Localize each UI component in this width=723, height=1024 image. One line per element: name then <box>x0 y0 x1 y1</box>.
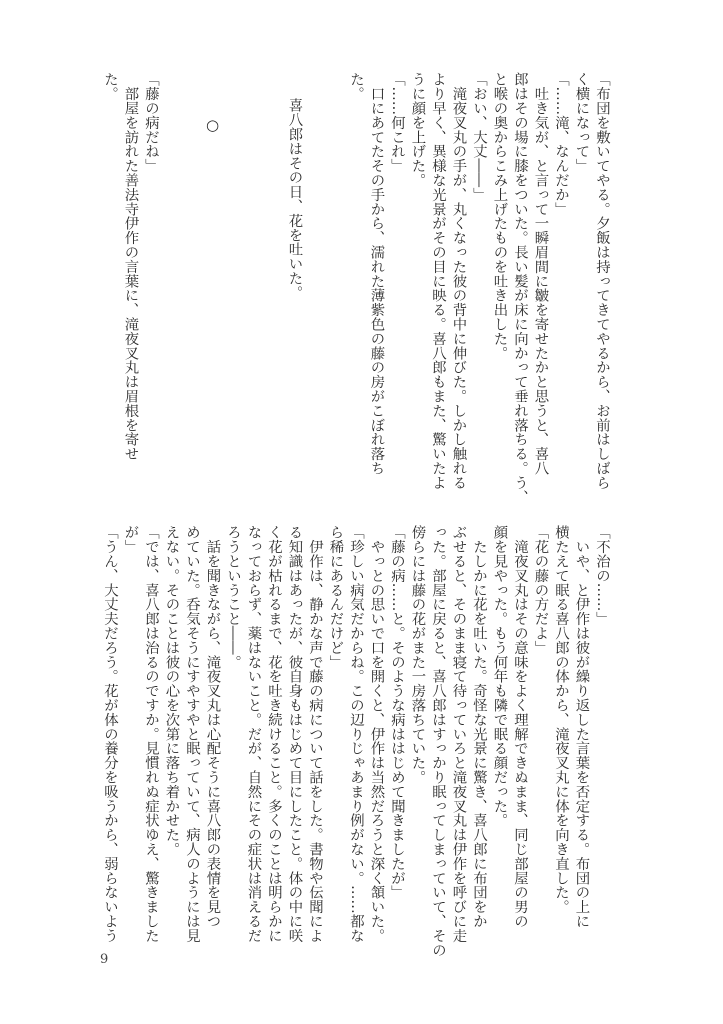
text-line: 顔を見やった。もう何年も隣で眠る顔だった。 <box>491 525 508 828</box>
text-line: やっとの思いで口を開くと、伊作は当然だろうと深く頷いた。 <box>368 525 385 943</box>
bottom-text-block <box>100 525 613 957</box>
blank-line <box>161 72 182 497</box>
text-line: く花が枯れるまで、花を吐き続けること。多くのことは明らかに <box>266 525 282 943</box>
text-line: 伊作は、静かな声で藤の病について話をした。書物や伝聞によ <box>307 525 323 943</box>
text-line: えない。そのことは彼の心を次第に落ち着かせた。 <box>163 525 180 857</box>
text-line: ろうということ――。 <box>225 525 241 669</box>
text-line: 滝夜叉丸の手が、丸くなった彼の背中に伸びた。しかし触れる <box>450 72 467 490</box>
blank-line <box>182 72 203 497</box>
text-line: が」 <box>122 525 139 554</box>
text-line: なっておらず、薬はないこと。だが、自然にその症状は消えるだ <box>245 525 262 943</box>
text-line: 滝夜叉丸はその意味をよく理解できぬまま、同じ部屋の男の <box>512 525 528 929</box>
text-line: く横になって」 <box>573 72 590 173</box>
text-line: 「では、喜八郎は治るのですか。見慣れぬ症状ゆえ、驚きました <box>143 525 159 943</box>
text-line: る知識はあったが、彼自身もはじめて目にしたこと。体の中に咲 <box>286 525 303 943</box>
text-line: ぶせると、そのまま寝て待っていろと滝夜叉丸は伊作を呼びに走 <box>450 525 467 943</box>
blank-line <box>223 72 244 497</box>
text-line: 「花の藤の方だよ」 <box>532 525 549 655</box>
text-line: うに顔を上げた。 <box>409 72 426 188</box>
blank-line <box>325 72 346 497</box>
text-line: より早く、異様な光景がその目に映る。喜八郎もまた、驚いたよ <box>430 72 446 490</box>
text-line: 「……滝、なんだか」 <box>553 72 569 216</box>
text-line: 郎はその場に膝をついた。長い髪が床に向かって垂れ落ちる。う、 <box>512 72 528 504</box>
text-line: 口にあてたその手から、濡れた薄紫色の藤の房がこぼれ落ち <box>368 72 385 476</box>
blank-line <box>305 72 326 497</box>
text-line: いや、と伊作は彼が繰り返した言葉を否定する。布団の上に <box>573 525 590 929</box>
text-line: 部屋を訪れた善法寺伊作の言葉に、滝夜叉丸は眉根を寄せ <box>122 72 139 461</box>
text-line: 横たえて眠る喜八郎の体から、滝夜叉丸に体を向き直した。 <box>553 525 569 914</box>
text-line: 吐き気が、と言って一瞬眉間に皺を寄せたかと思うと、喜八 <box>532 72 549 476</box>
text-line: ら稀にあるんだけど」 <box>327 525 344 669</box>
text-line: 話を聞きながら、滝夜叉丸は心配そうに喜八郎の表情を見つ <box>204 525 221 929</box>
text-line: 傍らには藤の花がまた一房落ちていた。 <box>409 525 426 785</box>
text-line: 「藤の病だね」 <box>143 72 159 173</box>
text-line: 「藤の病……と。そのような病ははじめて聞きましたが」 <box>389 525 405 900</box>
text-line: と喉の奥からこみ上げたものを吐き出した。 <box>491 72 508 360</box>
text-line: めていた。呑気そうにすやすやと眠っていて、病人のようには見 <box>184 525 200 943</box>
top-text-block <box>100 72 613 504</box>
text-line: 「珍しい病気だからね。この辺りじゃあまり例がない。……都な <box>348 525 364 943</box>
text-line: 「うん、大丈夫だろう。花が体の養分を吸うから、弱らないよう <box>102 525 118 943</box>
text-line: 「布団を敷いてやる。夕飯は持ってきてやるから、お前はしばら <box>594 72 610 490</box>
text-line: 「不治の……」 <box>594 525 610 626</box>
text-line: 「……何これ」 <box>389 72 405 173</box>
text-line: 「おい、大丈――」 <box>471 72 487 202</box>
section-heading: 喜八郎はその日、花を吐いた。 <box>286 98 303 300</box>
text-line: った。部屋に戻ると、喜八郎はすっかり眠ってしまっていて、その <box>430 525 446 957</box>
blank-line <box>264 72 285 497</box>
page-number: 9 <box>100 952 109 967</box>
text-line: た。 <box>348 72 364 101</box>
text-line: た。 <box>102 72 118 101</box>
blank-line <box>243 72 264 497</box>
text-line: たしかに花を吐いた。奇怪な光景に驚き、喜八郎に布団をか <box>471 525 487 929</box>
section-break-mark: ○ <box>203 116 222 134</box>
